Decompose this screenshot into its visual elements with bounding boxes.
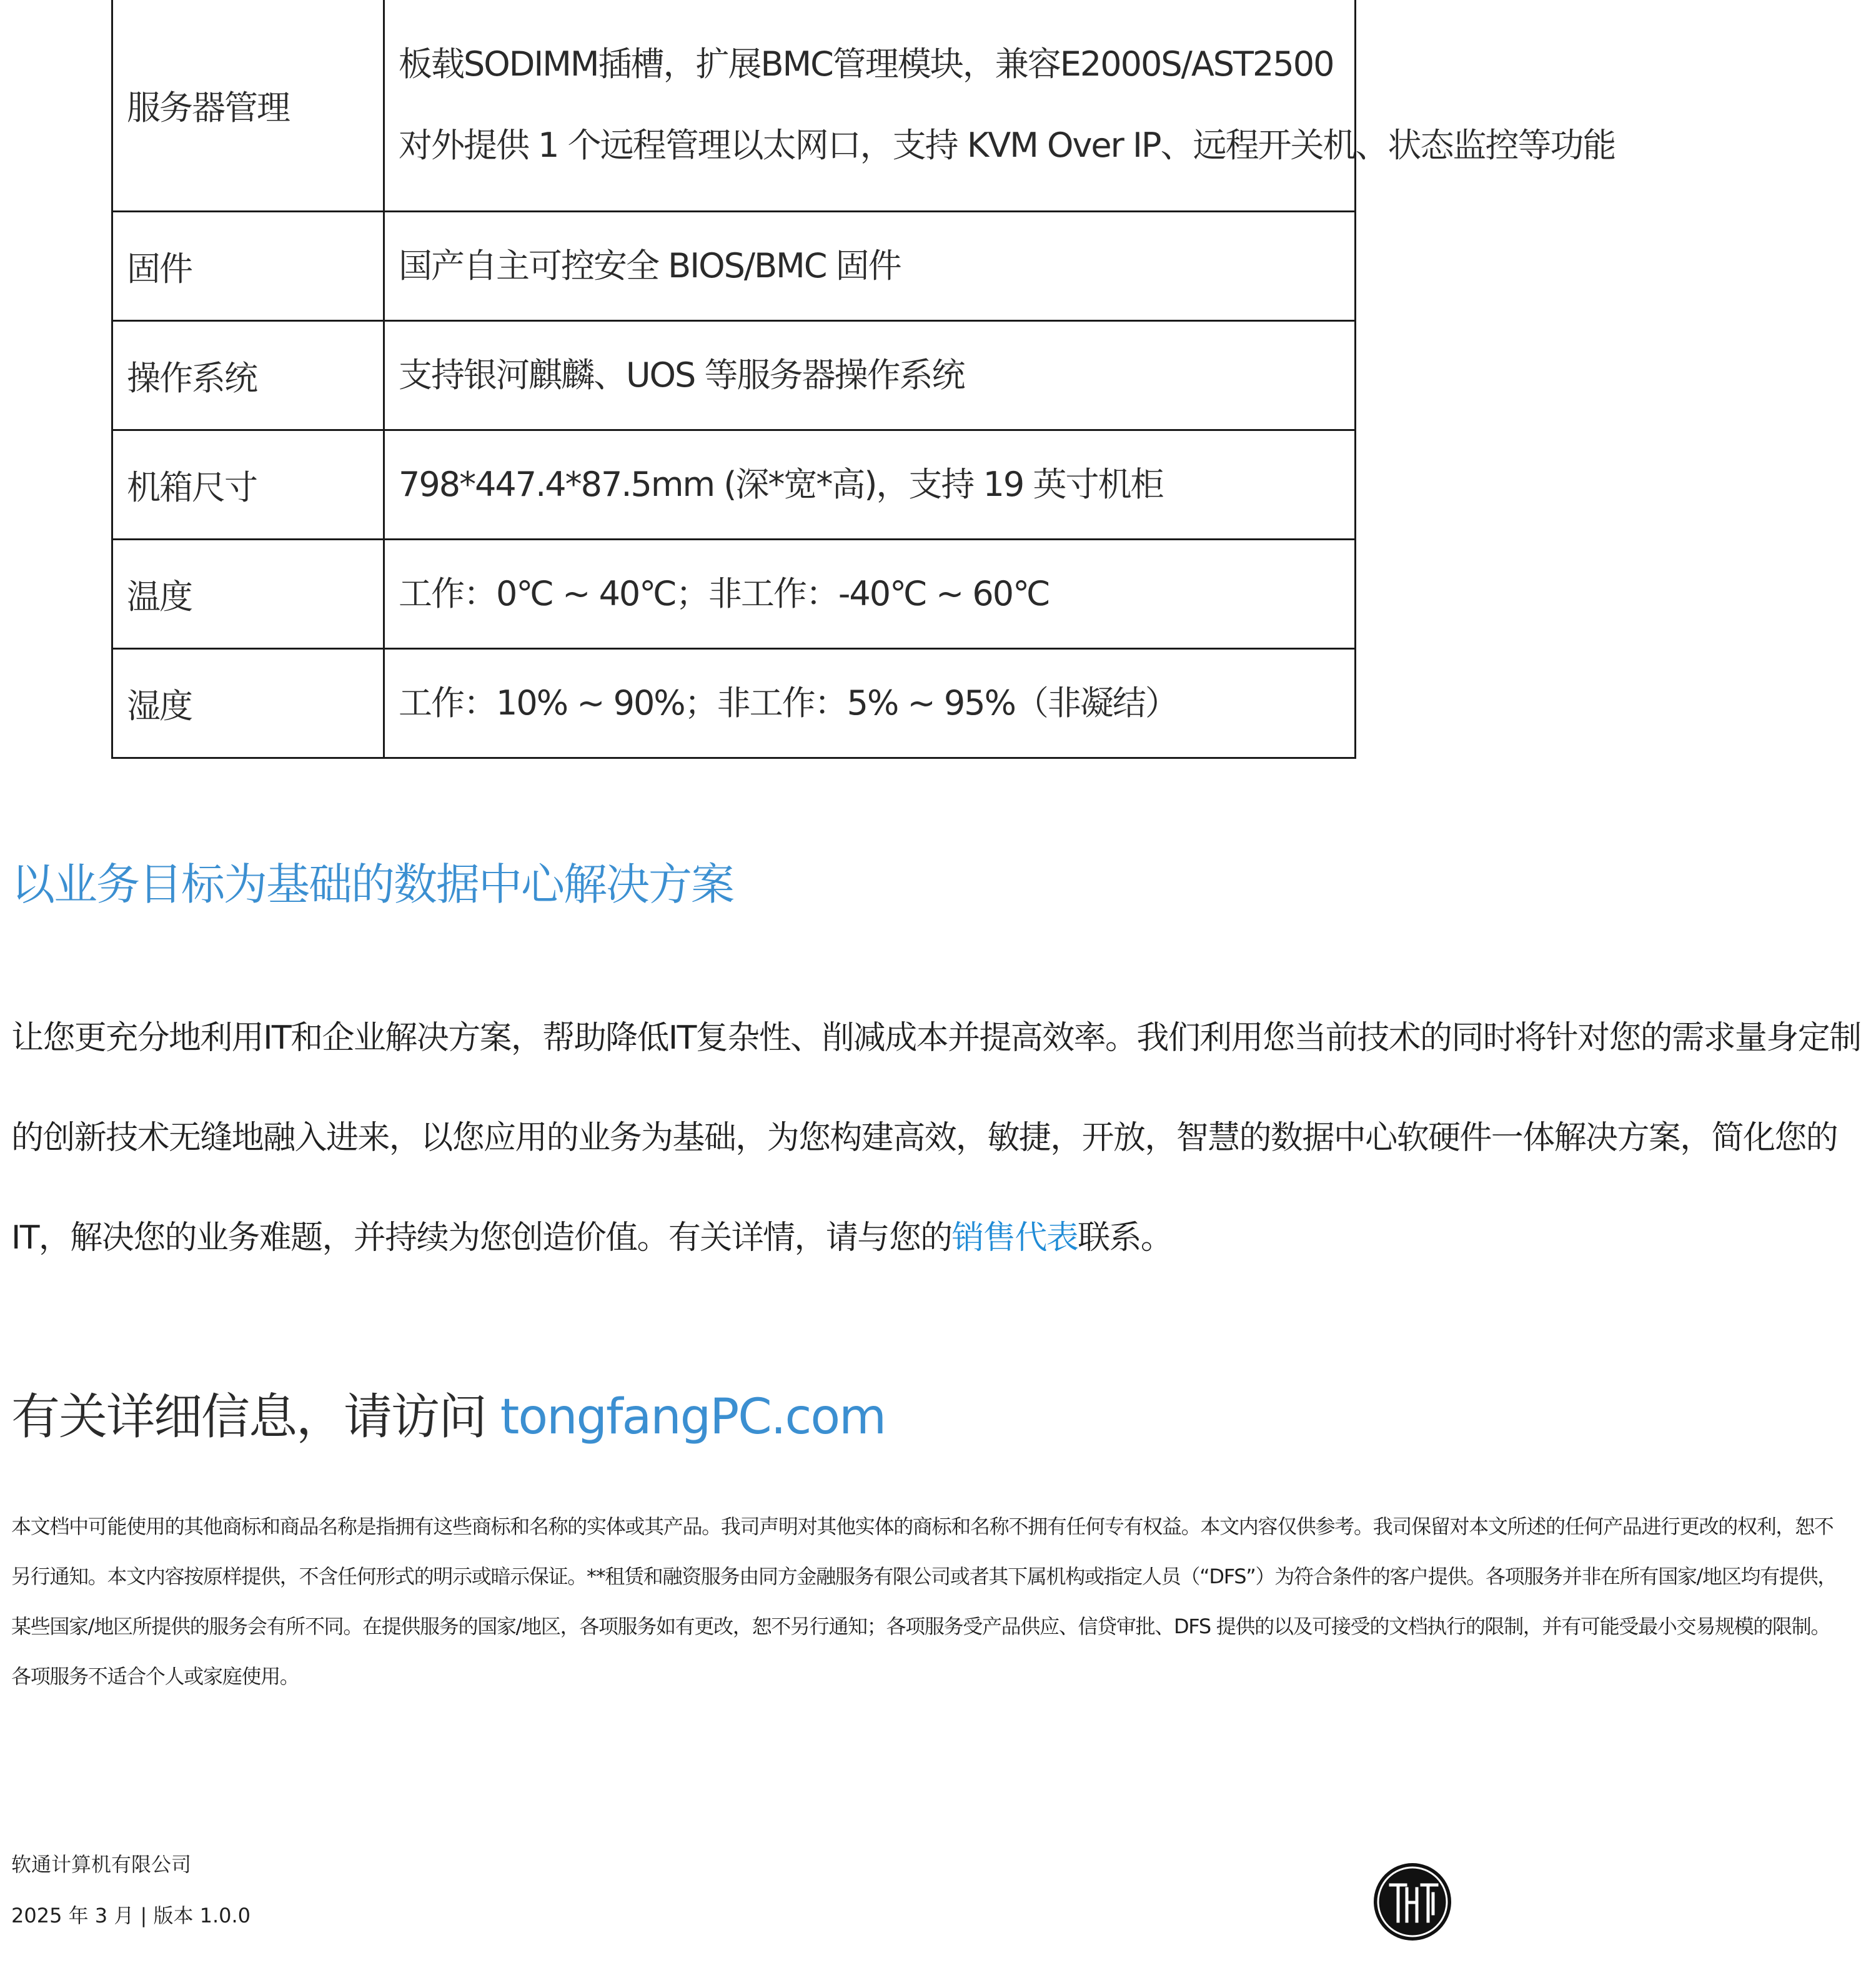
more-info-label: 有关详细信息，请访问 — [11, 1389, 500, 1445]
disclaimer-line: 某些国家/地区所提供的服务会有所不同。在提供服务的国家/地区，各项服务如有更改，恕不另行通知；各项服务受产品供应、信贷审批、DFS 提供的以及可接受的文档执行的限制，并有可能受最小交易规模的限制。 — [11, 1615, 1830, 1638]
website-link[interactable]: tongfangPC.com — [500, 1389, 886, 1445]
spec-value-line: 工作：10% ~ 90%；非工作：5% ~ 95%（非凝结） — [399, 683, 1178, 723]
paragraph-text: 联系。 — [1078, 1219, 1173, 1257]
paragraph-text: IT，解决您的业务难题，并持续为您创造价值。有关详情，请与您的 — [11, 1219, 952, 1257]
spec-value — [384, 430, 1356, 540]
footer-company: 软通计算机有限公司 — [11, 1852, 192, 1876]
spec-key: 机箱尺寸 — [112, 430, 384, 540]
spec-key: 服务器管理 — [112, 0, 384, 212]
paragraph-line: 让您更充分地利用IT和企业解决方案，帮助降低IT复杂性、削减成本并提高效率。我们利用您当前技术的同时将针对您的需求量身定制 — [11, 1019, 1861, 1057]
spec-table — [111, 0, 1615, 759]
spec-key: 固件 — [112, 212, 384, 321]
more-info-line — [11, 1378, 885, 1448]
paragraph-line — [11, 1188, 1461, 1288]
footer-date-version: 2025 年 3 月 | 版本 1.0.0 — [11, 1904, 251, 1927]
spec-row — [112, 430, 1356, 540]
spec-row — [112, 212, 1356, 321]
spec-value — [384, 0, 1615, 212]
solution-paragraph — [11, 988, 1861, 1288]
spec-value-line: 支持银河麒麟、UOS 等服务器操作系统 — [399, 355, 965, 395]
spec-row — [112, 540, 1356, 649]
spec-row — [112, 0, 1356, 212]
disclaimer-line: 各项服务不适合个人或家庭使用。 — [11, 1664, 299, 1688]
spec-table-body — [112, 0, 1615, 758]
spec-value — [384, 212, 1356, 321]
spec-key: 温度 — [112, 540, 384, 649]
sales-rep-link[interactable]: 销售代表 — [951, 1219, 1078, 1257]
disclaimer — [11, 1501, 1837, 1701]
spec-value — [384, 540, 1356, 649]
spec-row — [112, 321, 1356, 430]
spec-row — [112, 649, 1356, 758]
paragraph-line: 的创新技术无缝地融入进来，以您应用的业务为基础，为您构建高效，敏捷，开放，智慧的数据中心软硬件一体解决方案，简化您的 — [11, 1119, 1838, 1157]
spec-value-line: 工作：0℃ ~ 40℃；非工作：-40℃ ~ 60℃ — [399, 574, 1050, 613]
spec-key: 湿度 — [112, 649, 384, 758]
spec-key: 操作系统 — [112, 321, 384, 430]
spec-value-line: 国产自主可控安全 BIOS/BMC 固件 — [399, 246, 901, 285]
spec-value-line: 798*447.4*87.5mm (深*宽*高)，支持 19 英寸机柜 — [399, 465, 1163, 504]
disclaimer-line: 本文档中可能使用的其他商标和商品名称是指拥有这些商标和名称的实体或其产品。我司声明对其他实体的商标和名称不拥有任何专有权益。本文内容仅供参考。我司保留对本文所述的任何产品进行更改的权利，恕不 — [11, 1515, 1834, 1538]
spec-value — [384, 321, 1356, 430]
brand-seal-logo-icon — [1368, 1820, 1457, 1984]
spec-value-line: 对外提供 1 个远程管理以太网口，支持 KVM Over IP、远程开关机、状态监控等功能 — [399, 126, 1615, 165]
spec-value-line: 板载SODIMM插槽，扩展BMC管理模块，兼容E2000S/AST2500 — [399, 44, 1334, 84]
disclaimer-line: 另行通知。本文内容按原样提供，不含任何形式的明示或暗示保证。**租赁和融资服务由同方金融服务有限公司或者其下属机构或指定人员（“DFS”）为符合条件的客户提供。各项服务并非在所有国家/地区均有提供， — [11, 1565, 1837, 1588]
section-heading: 以业务目标为基础的数据中心解决方案 — [11, 859, 733, 910]
spec-value — [384, 649, 1356, 758]
